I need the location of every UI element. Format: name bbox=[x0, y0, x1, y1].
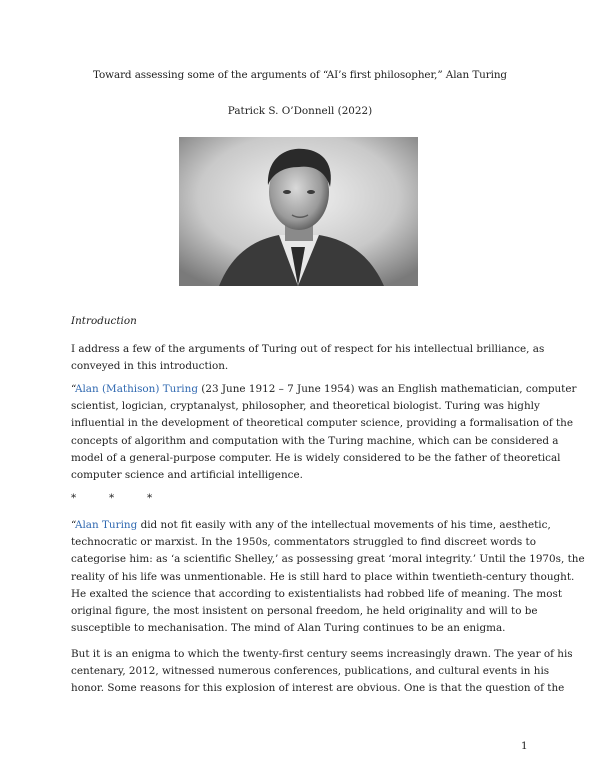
paragraph-line: reality of his life was unmentionable. He is still hard to place within twentieth-century thought. bbox=[71, 570, 575, 583]
paragraph-line bbox=[71, 517, 551, 534]
paragraph-line: conveyed in this introduction. bbox=[71, 360, 229, 373]
paragraph-line: honor. Some reasons for this explosion of interest are obvious. One is that the question of the bbox=[71, 682, 565, 695]
separator-star: * bbox=[147, 492, 153, 504]
paragraph-text: (23 June 1912 – 7 June 1954) was an English mathematician, computer bbox=[197, 383, 577, 395]
wiki-link-alan-mathison-turing[interactable]: Alan (Mathison) Turing bbox=[74, 383, 198, 395]
quote-mark: “ bbox=[71, 519, 75, 531]
paragraph-3 bbox=[71, 517, 585, 637]
paragraph-line: He exalted the science that according to existentialists had robbed life of meaning. The most bbox=[71, 587, 563, 600]
paragraph-4 bbox=[71, 646, 573, 698]
section-heading: Introduction bbox=[71, 315, 137, 327]
paragraph-line: computer science and artificial intelligence. bbox=[71, 469, 303, 482]
paragraph-1 bbox=[71, 341, 545, 375]
paragraph-line: influential in the development of theoretical computer science, providing a formalisation of the bbox=[71, 417, 573, 430]
paragraph-line: I address a few of the arguments of Turing out of respect for his intellectual brilliance, as bbox=[71, 343, 545, 355]
paragraph-2 bbox=[71, 381, 577, 484]
paragraph-line: scientist, logician, cryptanalyst, philosopher, and theoretical biologist. Turing was highly bbox=[71, 400, 540, 413]
paragraph-line: original figure, the most insistent on personal freedom, he held originality and will to be bbox=[71, 605, 538, 618]
paragraph-line: technocratic or marxist. In the 1950s, commentators struggled to find discreet words to bbox=[71, 536, 536, 549]
quote-mark: “ bbox=[71, 383, 75, 395]
paragraph-line: categorise him: as ‘a scientific Shelley,’ as possessing great ‘moral integrity.’ Until the 1970s, the bbox=[71, 553, 585, 566]
paragraph-line: susceptible to mechanisation. The mind of Alan Turing continues to be an enigma. bbox=[71, 622, 506, 635]
document-title: Toward assessing some of the arguments of “AI’s first philosopher,” Alan Turing bbox=[93, 69, 507, 81]
section-separator bbox=[71, 492, 185, 504]
paragraph-line bbox=[71, 381, 577, 398]
paragraph-line: model of a general-purpose computer. He is widely considered to be the father of theoretical bbox=[71, 451, 561, 464]
paragraph-line: But it is an enigma to which the twenty-first century seems increasingly drawn. The year of his bbox=[71, 648, 573, 660]
paragraph-line: centenary, 2012, witnessed numerous conferences, publications, and cultural events in his bbox=[71, 665, 550, 678]
separator-star: * bbox=[109, 492, 115, 504]
paragraph-text: did not fit easily with any of the intellectual movements of his time, aesthetic, bbox=[137, 519, 551, 531]
wiki-link-alan-turing[interactable]: Alan Turing bbox=[74, 519, 138, 531]
page-number: 1 bbox=[521, 740, 528, 752]
separator-star: * bbox=[71, 492, 77, 504]
portrait-photo bbox=[179, 137, 418, 286]
document-author: Patrick S. O’Donnell (2022) bbox=[227, 105, 373, 117]
paragraph-line: concepts of algorithm and computation with the Turing machine, which can be considered a bbox=[71, 434, 559, 447]
